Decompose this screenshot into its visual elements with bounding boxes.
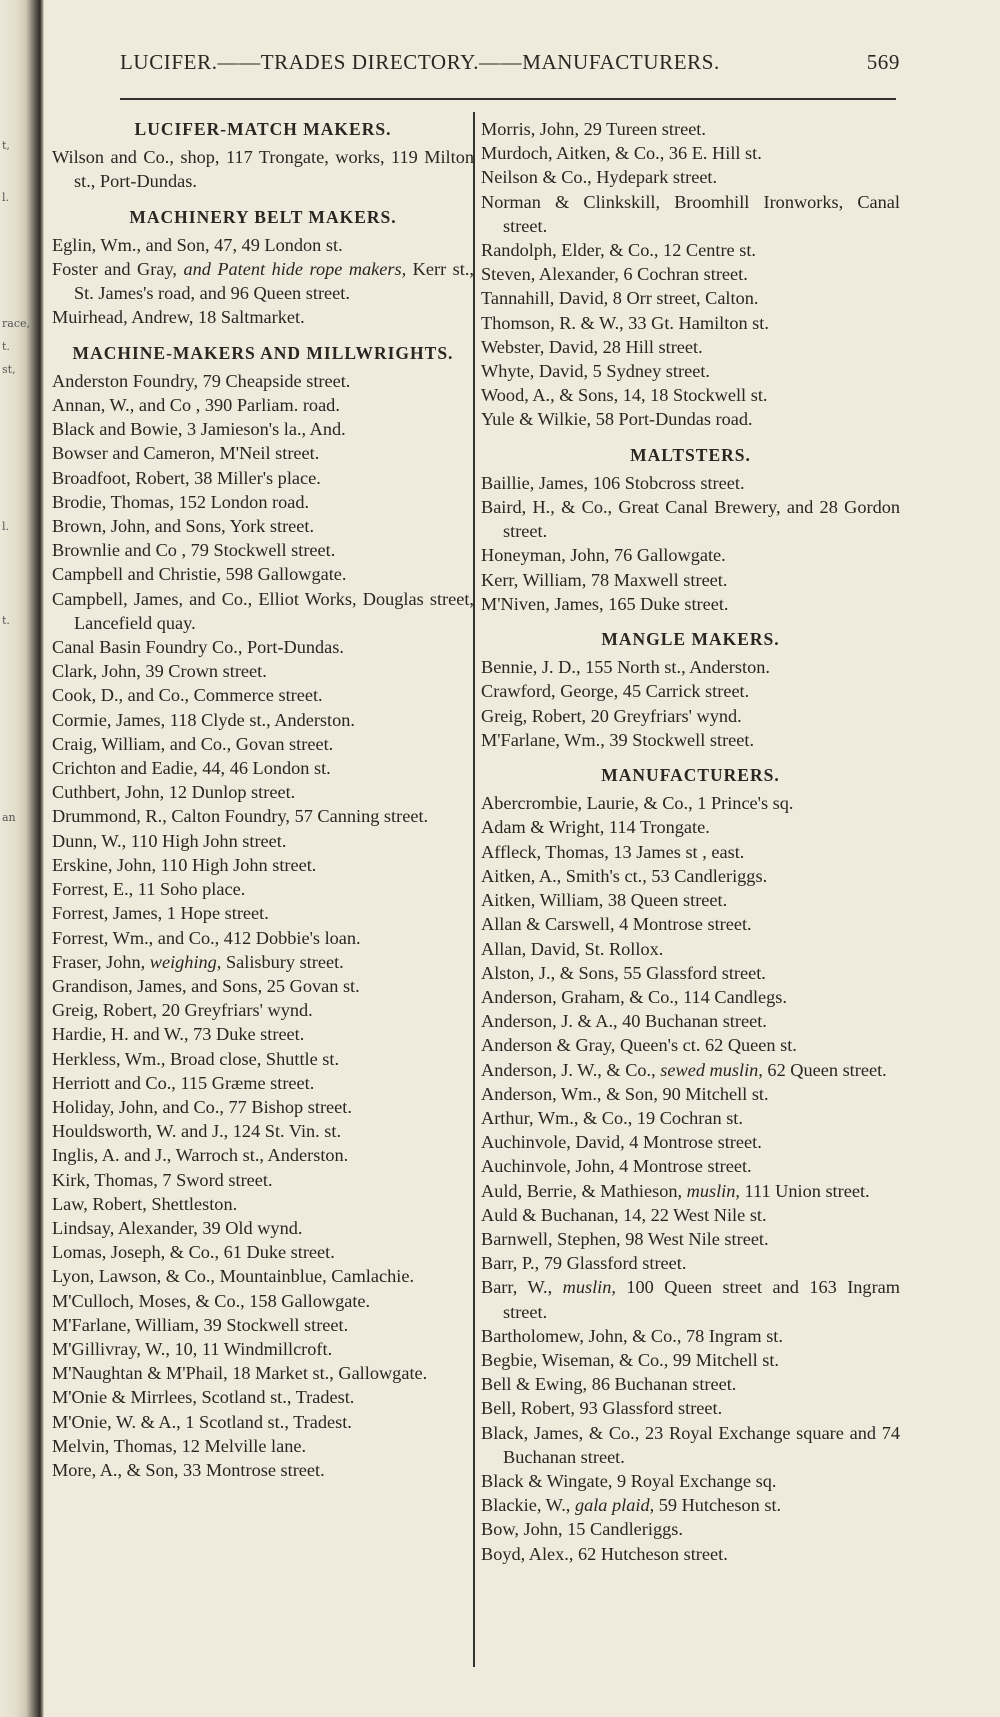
directory-entry: M'Culloch, Moses, & Co., 158 Gallowgate. xyxy=(52,1290,371,1311)
directory-entry: Murdoch, Aitken, & Co., 36 E. Hill st. xyxy=(481,143,762,164)
directory-entry: Wood, A., & Sons, 14, 18 Stockwell st. xyxy=(481,385,768,406)
directory-entry: Bartholomew, John, & Co., 78 Ingram st. xyxy=(481,1325,783,1346)
directory-entry: Whyte, David, 5 Sydney street. xyxy=(481,361,710,382)
directory-entry: M'Naughtan & M'Phail, 18 Market st., Gallowgate. xyxy=(52,1363,428,1384)
entry-text: Salisbury street. xyxy=(221,951,344,972)
directory-entry: Steven, Alexander, 6 Cochran street. xyxy=(481,264,748,285)
entry-text: Barr, W., xyxy=(481,1277,563,1298)
directory-entry: Black & Wingate, 9 Royal Exchange sq. xyxy=(481,1470,777,1491)
directory-entry: Brown, John, and Sons, York street. xyxy=(52,516,315,537)
directory-entry: Morris, John, 29 Tureen street. xyxy=(481,119,706,139)
binding-fragment: st, xyxy=(2,363,16,376)
directory-entry: M'Farlane, Wm., 39 Stockwell street. xyxy=(481,729,755,750)
right-column xyxy=(481,117,900,1566)
directory-entry: Anderson, Wm., & Son, 90 Mitchell st. xyxy=(481,1083,769,1104)
header-rule xyxy=(120,98,896,100)
directory-entry: Brownlie and Co , 79 Stockwell street. xyxy=(52,540,336,561)
entry-text: Anderson, J. W., & Co., xyxy=(481,1059,661,1080)
directory-entry: Yule & Wilkie, 58 Port-Dundas road. xyxy=(481,409,753,430)
directory-entry: Allan, David, St. Rollox. xyxy=(481,938,664,959)
directory-entry: Auchinvole, David, 4 Montrose street. xyxy=(481,1132,762,1153)
directory-entry: Black and Bowie, 3 Jamieson's la., And. xyxy=(52,419,346,440)
directory-entry xyxy=(481,1275,900,1323)
book-binding-edge xyxy=(0,0,44,1717)
section-heading: MALTSTERS. xyxy=(630,444,751,465)
directory-entry: Drummond, R., Calton Foundry, 57 Canning street. xyxy=(52,806,429,827)
directory-entry: Bow, John, 15 Candleriggs. xyxy=(481,1519,683,1540)
entry-text: Fraser, John, xyxy=(52,951,150,972)
directory-entry: Tannahill, David, 8 Orr street, Calton. xyxy=(481,288,759,309)
directory-entry: Bell, Robert, 93 Glassford street. xyxy=(481,1398,723,1419)
directory-entry: Norman & Clinkskill, Broomhill Ironworks, Canal street. xyxy=(481,191,900,236)
section-heading: MANUFACTURERS. xyxy=(601,765,780,786)
entry-text: 59 Hutcheson st. xyxy=(654,1495,782,1516)
directory-entry: Anderston Foundry, 79 Cheapside street. xyxy=(52,370,351,391)
directory-entry: Campbell and Christie, 598 Gallowgate. xyxy=(52,564,347,585)
directory-entry: Black, James, & Co., 23 Royal Exchange square and 74 Buchanan street. xyxy=(481,1422,900,1467)
entry-trade-note: and Patent hide rope makers, xyxy=(183,259,407,280)
directory-entry: Barnwell, Stephen, 98 West Nile street. xyxy=(481,1228,769,1249)
directory-entry: Dunn, W., 110 High John street. xyxy=(52,830,287,851)
directory-entry xyxy=(481,1058,900,1082)
entry-text: 111 Union street. xyxy=(739,1180,870,1201)
directory-entry xyxy=(481,1179,900,1203)
directory-entry: Grandison, James, and Sons, 25 Govan st. xyxy=(52,975,360,996)
page-number: 569 xyxy=(866,50,900,74)
directory-entry: Brodie, Thomas, 152 London road. xyxy=(52,491,310,512)
directory-entry: Boyd, Alex., 62 Hutcheson street. xyxy=(481,1543,728,1564)
directory-entry: Allan & Carswell, 4 Montrose street. xyxy=(481,914,752,935)
section-heading: LUCIFER-MATCH MAKERS. xyxy=(134,119,392,139)
binding-fragment: l. xyxy=(2,191,10,204)
binding-fragment: t, xyxy=(2,139,10,152)
entry-text: Auld, Berrie, & Mathieson, xyxy=(481,1180,687,1201)
directory-entry: Greig, Robert, 20 Greyfriars' wynd. xyxy=(52,1000,313,1021)
directory-entry: Forrest, James, 1 Hope street. xyxy=(52,903,269,924)
directory-entry: Greig, Robert, 20 Greyfriars' wynd. xyxy=(481,705,742,726)
directory-entry: M'Onie, W. & A., 1 Scotland st., Tradest. xyxy=(52,1411,352,1432)
directory-entry: Crichton and Eadie, 44, 46 London st. xyxy=(52,758,331,779)
directory-entry: Clark, John, 39 Crown street. xyxy=(52,661,267,682)
directory-entry: Anderson & Gray, Queen's ct. 62 Queen st. xyxy=(481,1035,797,1056)
directory-entry: Cormie, James, 118 Clyde st., Anderston. xyxy=(52,709,355,730)
directory-entry: Melvin, Thomas, 12 Melville lane. xyxy=(52,1435,307,1456)
section-heading: MANGLE MAKERS. xyxy=(601,629,780,650)
directory-entry: Erskine, John, 110 High John street. xyxy=(52,854,317,875)
directory-entry: Canal Basin Foundry Co., Port-Dundas. xyxy=(52,637,344,658)
entry-text: Blackie, W., xyxy=(481,1495,575,1516)
directory-entry: Holiday, John, and Co., 77 Bishop street. xyxy=(52,1096,352,1117)
entry-text: Foster and Gray, xyxy=(52,259,184,280)
entry-text: Kerr st., St. James's road, and 96 Queen street. xyxy=(74,259,474,304)
directory-entry: Bennie, J. D., 155 North st., Anderston. xyxy=(481,657,770,678)
directory-entry: Bell & Ewing, 86 Buchanan street. xyxy=(481,1374,737,1395)
directory-entry xyxy=(481,1493,900,1517)
directory-entry: Arthur, Wm., & Co., 19 Cochran st. xyxy=(481,1107,743,1128)
binding-fragment: l. xyxy=(2,520,10,533)
directory-entry: Cuthbert, John, 12 Dunlop street. xyxy=(52,782,296,803)
running-title: LUCIFER.——TRADES DIRECTORY.——MANUFACTURERS. xyxy=(120,50,720,74)
directory-entry: Herkless, Wm., Broad close, Shuttle st. xyxy=(52,1048,340,1069)
directory-entry: Hardie, H. and W., 73 Duke street. xyxy=(52,1024,305,1045)
directory-entry: Webster, David, 28 Hill street. xyxy=(481,336,703,357)
entry-text: 62 Queen street. xyxy=(762,1059,887,1080)
directory-entry: Herriott and Co., 115 Græme street. xyxy=(52,1072,315,1093)
directory-entry: Kirk, Thomas, 7 Sword street. xyxy=(52,1169,273,1190)
directory-entry: Adam & Wright, 114 Trongate. xyxy=(481,817,710,838)
directory-entry: Affleck, Thomas, 13 James st , east. xyxy=(481,841,745,862)
directory-entry: Alston, J., & Sons, 55 Glassford street. xyxy=(481,962,766,983)
directory-entry: Begbie, Wiseman, & Co., 99 Mitchell st. xyxy=(481,1349,779,1370)
directory-entry: Cook, D., and Co., Commerce street. xyxy=(52,685,323,706)
directory-entry: Neilson & Co., Hydepark street. xyxy=(481,167,718,188)
directory-entry: Kerr, William, 78 Maxwell street. xyxy=(481,569,728,590)
directory-entry: M'Gillivray, W., 10, 11 Windmillcroft. xyxy=(52,1338,333,1359)
section-heading: MACHINERY BELT MAKERS. xyxy=(129,206,397,227)
entry-trade-note: muslin, xyxy=(686,1180,740,1201)
directory-entry: Aitken, A., Smith's ct., 53 Candleriggs. xyxy=(481,865,768,886)
section-heading: MACHINE-MAKERS AND MILLWRIGHTS. xyxy=(72,342,454,363)
binding-fragment: an xyxy=(2,811,16,824)
directory-entry: Forrest, E., 11 Soho place. xyxy=(52,879,246,900)
directory-entry xyxy=(52,950,474,974)
directory-entry: Craig, William, and Co., Govan street. xyxy=(52,733,334,754)
directory-entry: Anderson, Graham, & Co., 114 Candlegs. xyxy=(481,986,787,1007)
directory-entry: Annan, W., and Co , 390 Parliam. road. xyxy=(52,395,340,416)
entry-trade-note: sewed muslin, xyxy=(660,1059,763,1080)
entry-trade-note: gala plaid, xyxy=(574,1495,655,1516)
directory-entry: Houldsworth, W. and J., 124 St. Vin. st. xyxy=(52,1121,342,1142)
directory-entry: M'Onie & Mirrlees, Scotland st., Tradest. xyxy=(52,1387,355,1408)
directory-entry: Campbell, James, and Co., Elliot Works, Douglas street, Lancefield quay. xyxy=(52,588,474,633)
binding-fragment: race, xyxy=(2,317,30,330)
directory-entry: Law, Robert, Shettleston. xyxy=(52,1193,238,1214)
directory-entry: Crawford, George, 45 Carrick street. xyxy=(481,681,750,702)
directory-entry: M'Niven, James, 165 Duke street. xyxy=(481,593,729,614)
directory-entry: Baird, H., & Co., Great Canal Brewery, and 28 Gordon street. xyxy=(481,497,900,542)
left-column xyxy=(52,117,474,1482)
directory-entry: Lyon, Lawson, & Co., Mountainblue, Camlachie. xyxy=(52,1266,415,1287)
directory-entry: Eglin, Wm., and Son, 47, 49 London st. xyxy=(52,234,343,255)
directory-entry: Honeyman, John, 76 Gallowgate. xyxy=(481,545,726,566)
directory-entry: Forrest, Wm., and Co., 412 Dobbie's loan. xyxy=(52,927,361,948)
binding-fragment: t. xyxy=(2,614,10,627)
directory-entry: Lindsay, Alexander, 39 Old wynd. xyxy=(52,1217,303,1238)
directory-entry: Wilson and Co., shop, 117 Trongate, works, 119 Milton st., Port-Dundas. xyxy=(52,147,474,192)
directory-entry: M'Farlane, William, 39 Stockwell street. xyxy=(52,1314,349,1335)
running-header xyxy=(120,50,900,80)
entry-text: 100 Queen street and 163 Ingram street. xyxy=(503,1277,900,1322)
directory-entry: Abercrombie, Laurie, & Co., 1 Prince's sq. xyxy=(481,793,794,814)
entry-trade-note: muslin, xyxy=(562,1277,616,1298)
directory-entry: Randolph, Elder, & Co., 12 Centre st. xyxy=(481,240,756,261)
directory-entry: Auld & Buchanan, 14, 22 West Nile st. xyxy=(481,1204,767,1225)
directory-entry: Muirhead, Andrew, 18 Saltmarket. xyxy=(52,307,305,328)
directory-entry: Barr, P., 79 Glassford street. xyxy=(481,1253,687,1274)
directory-entry: Inglis, A. and J., Warroch st., Anderston. xyxy=(52,1145,349,1166)
directory-entry: Thomson, R. & W., 33 Gt. Hamilton st. xyxy=(481,312,769,333)
directory-entry: Lomas, Joseph, & Co., 61 Duke street. xyxy=(52,1242,335,1263)
directory-entry: Anderson, J. & A., 40 Buchanan street. xyxy=(481,1011,767,1032)
directory-entry: Aitken, William, 38 Queen street. xyxy=(481,890,728,911)
binding-fragment: t. xyxy=(2,340,10,353)
directory-entry: More, A., & Son, 33 Montrose street. xyxy=(52,1459,325,1480)
directory-entry: Broadfoot, Robert, 38 Miller's place. xyxy=(52,467,321,488)
entry-trade-note: weighing, xyxy=(149,951,222,972)
directory-entry: Baillie, James, 106 Stobcross street. xyxy=(481,472,745,493)
directory-entry: Auchinvole, John, 4 Montrose street. xyxy=(481,1156,752,1177)
directory-entry xyxy=(52,257,474,305)
directory-entry: Bowser and Cameron, M'Neil street. xyxy=(52,443,320,464)
